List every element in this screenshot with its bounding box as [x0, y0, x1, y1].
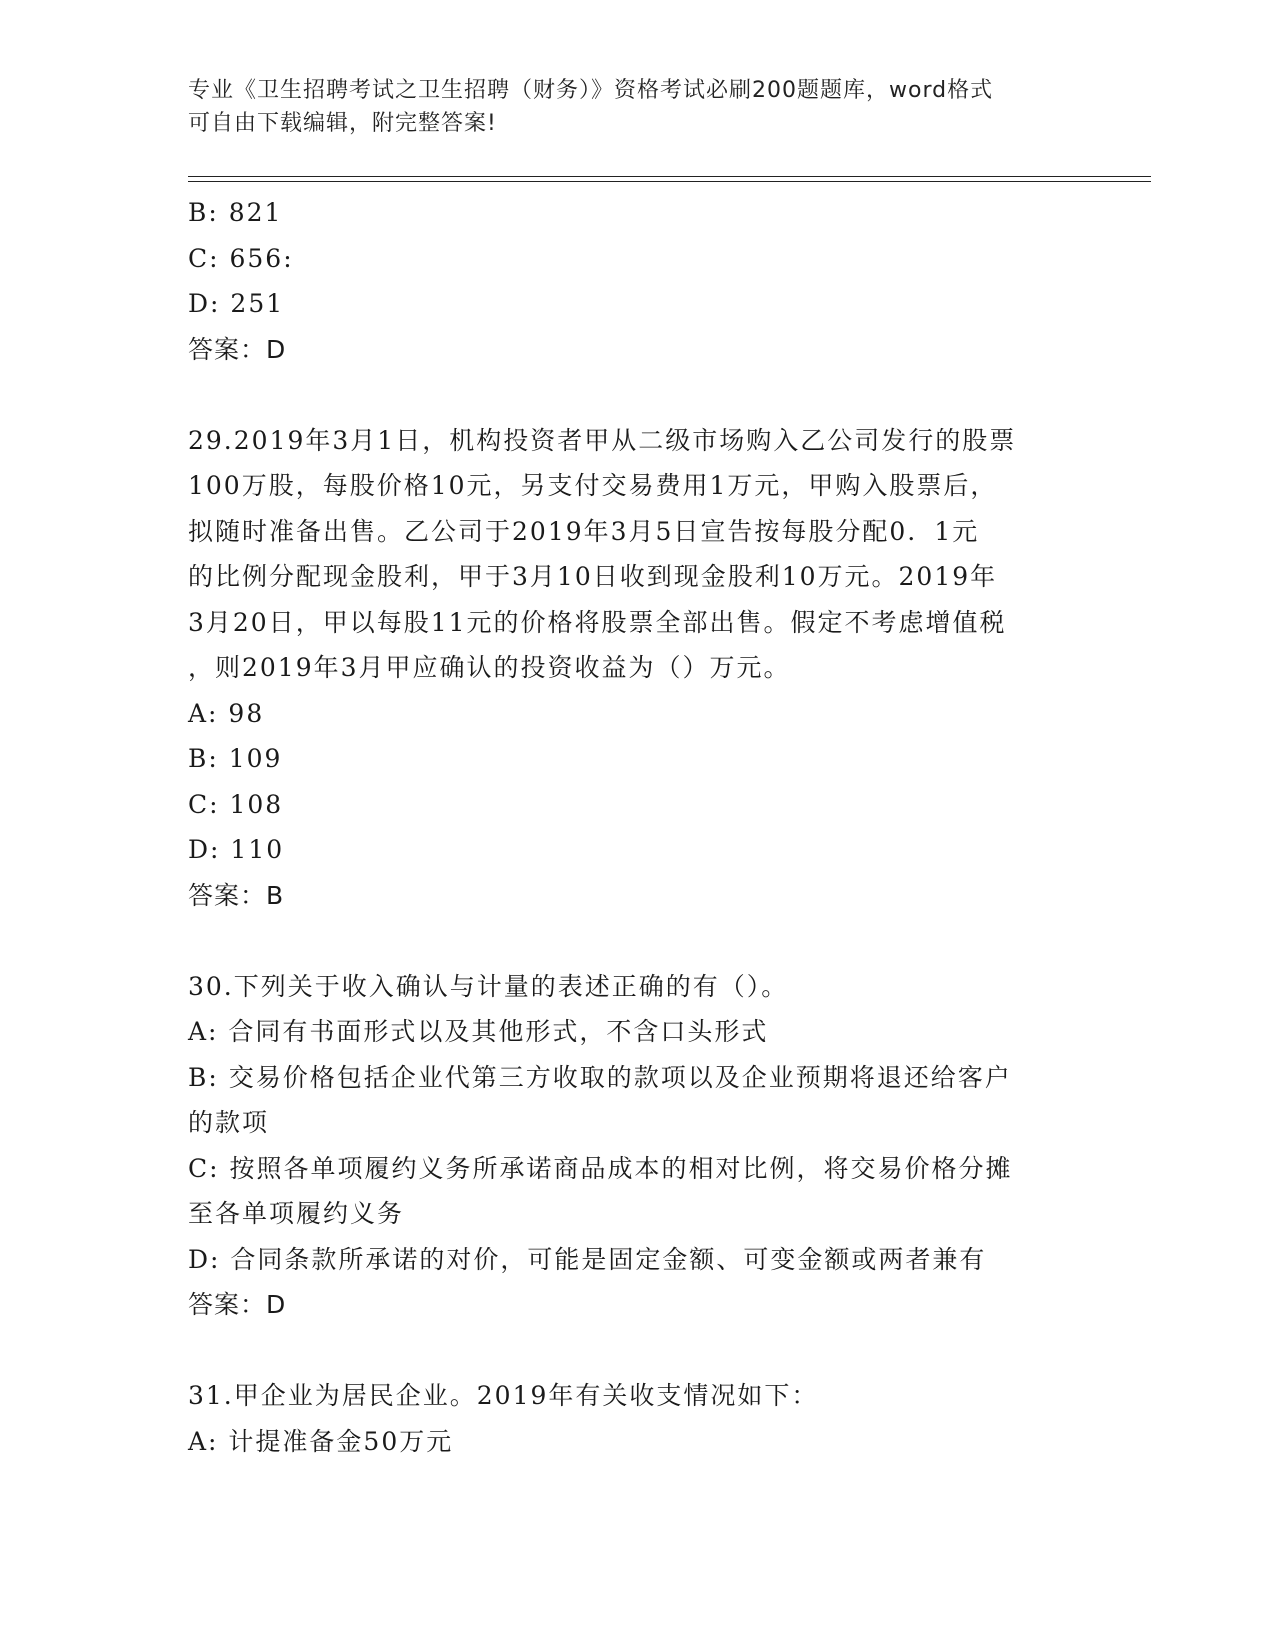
spacer	[188, 1328, 1088, 1374]
spacer	[188, 372, 1088, 418]
option-a: A: 合同有书面形式以及其他形式，不含口头形式	[188, 1017, 769, 1046]
option-a: A: 98	[188, 698, 265, 728]
spacer	[188, 918, 1088, 964]
question-29	[188, 418, 1088, 919]
option-b: B: 109	[188, 744, 283, 773]
option-b: B: 交易价格包括企业代第三方收取的款项以及企业预期将退还给客户	[188, 1062, 1012, 1092]
header-rule-bottom	[188, 181, 1151, 182]
option-a: A: 计提准备金50万元	[188, 1426, 454, 1456]
question-28-tail	[188, 190, 1088, 372]
option-c-continued: 至各单项履约义务	[188, 1199, 405, 1228]
option-c: C: 656:	[188, 243, 294, 273]
option-d: D: 110	[188, 835, 285, 864]
question-text-line: 29.2019年3月1日，机构投资者甲从二级市场购入乙公司发行的股票	[188, 425, 1017, 455]
option-b-continued: 的款项	[188, 1108, 270, 1137]
question-text-line: 100万股，每股价格10元，另支付交易费用1万元，甲购入股票后，	[188, 471, 998, 500]
question-text-line: 拟随时准备出售。乙公司于2019年3月5日宣告按每股分配0．1元	[188, 516, 980, 546]
answer-line: 答案：D	[188, 334, 287, 364]
question-text-line: 31.甲企业为居民企业。2019年有关收支情况如下：	[188, 1381, 819, 1410]
option-c: C: 按照各单项履约义务所承诺商品成本的相对比例，将交易价格分摊	[188, 1153, 1013, 1183]
option-d: D: 251	[188, 289, 285, 318]
header-line-2: 可自由下载编辑，附完整答案!	[188, 111, 497, 136]
header-line-1: 专业《卫生招聘考试之卫生招聘（财务）》资格考试必刷200题题库，word格式	[188, 78, 994, 103]
header-rule-top	[188, 176, 1151, 177]
option-c: C: 108	[188, 789, 284, 819]
question-text-line: 30.下列关于收入确认与计量的表述正确的有（）。	[188, 971, 789, 1001]
option-d: D: 合同条款所承诺的对价，可能是固定金额、可变金额或两者兼有	[188, 1244, 987, 1274]
answer-line: 答案：D	[188, 1290, 287, 1319]
option-b: B: 821	[188, 198, 283, 227]
question-31	[188, 1373, 1088, 1464]
question-30	[188, 964, 1088, 1328]
question-text-line: 的比例分配现金股利，甲于3月10日收到现金股利10万元。2019年	[188, 562, 998, 591]
document-header	[188, 74, 1068, 140]
answer-line: 答案：B	[188, 880, 285, 910]
document-body	[188, 190, 1088, 1464]
question-text-line: ，则2019年3月甲应确认的投资收益为（）万元。	[188, 653, 791, 682]
question-text-line: 3月20日，甲以每股11元的价格将股票全部出售。假定不考虑增值税	[188, 607, 1007, 637]
